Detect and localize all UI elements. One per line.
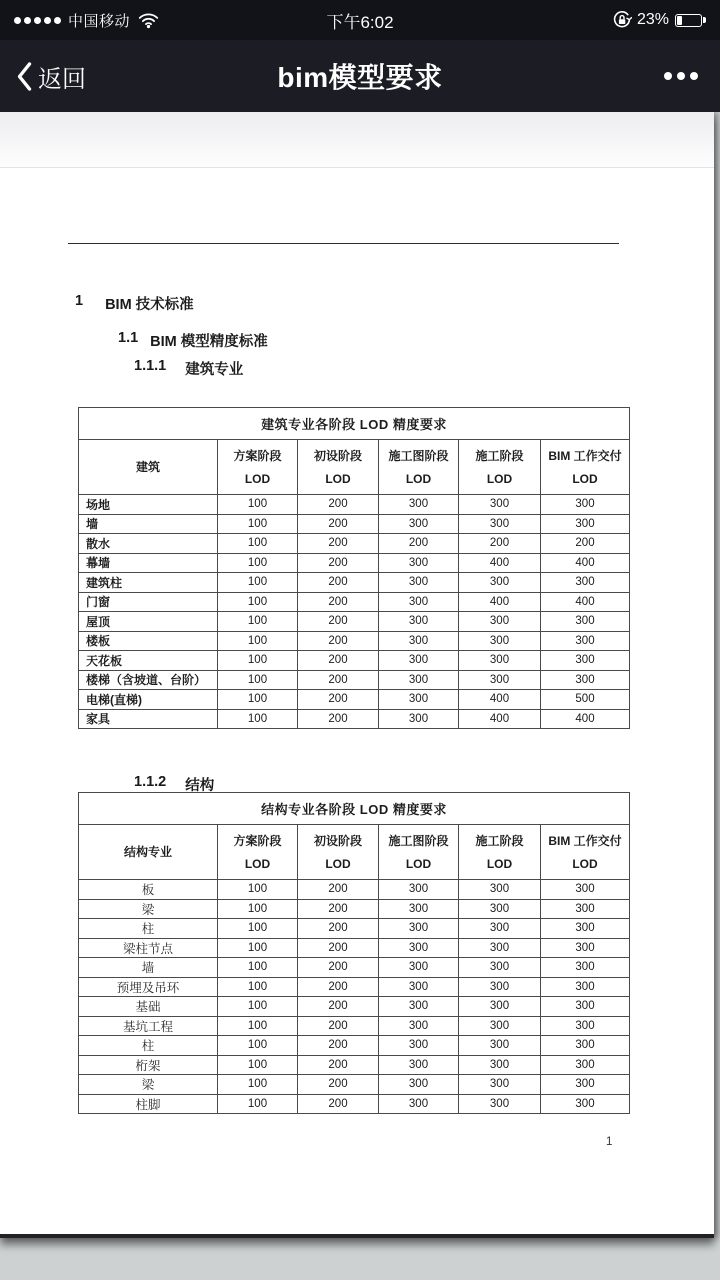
lod-value: 300 bbox=[541, 938, 630, 958]
row-label: 柱脚 bbox=[79, 1094, 218, 1114]
lod-value: 300 bbox=[379, 958, 459, 978]
lod-value: 300 bbox=[379, 573, 459, 593]
lod-value: 300 bbox=[541, 958, 630, 978]
lod-value: 300 bbox=[459, 1016, 541, 1036]
column-header: BIM 工作交付 LOD bbox=[541, 825, 630, 880]
lod-value: 200 bbox=[298, 938, 379, 958]
carrier-label: 中国移动 bbox=[68, 12, 131, 30]
lod-value: 100 bbox=[218, 1055, 298, 1075]
document-content bbox=[0, 168, 714, 1234]
lod-value: 300 bbox=[541, 651, 630, 671]
lod-value: 300 bbox=[459, 631, 541, 651]
horizontal-rule bbox=[68, 243, 619, 244]
lod-value: 100 bbox=[218, 1075, 298, 1095]
table-row bbox=[79, 670, 630, 690]
row-label: 墙 bbox=[79, 958, 218, 978]
lod-value: 300 bbox=[379, 997, 459, 1017]
lod-value: 400 bbox=[541, 592, 630, 612]
lod-value: 100 bbox=[218, 534, 298, 554]
heading-1: 1 BIM 技术标准 bbox=[75, 293, 194, 313]
table-row bbox=[79, 977, 630, 997]
lod-value: 300 bbox=[379, 690, 459, 710]
lod-value: 300 bbox=[541, 919, 630, 939]
lod-value: 300 bbox=[541, 1075, 630, 1095]
table-row bbox=[79, 1055, 630, 1075]
heading-1-1-1: 1.1.1 建筑专业 bbox=[134, 358, 244, 378]
column-header: 建筑 bbox=[79, 440, 218, 495]
lod-value: 200 bbox=[298, 1094, 379, 1114]
lod-value: 300 bbox=[379, 1075, 459, 1095]
more-menu-button[interactable] bbox=[664, 40, 698, 112]
column-header: 施工阶段 LOD bbox=[459, 825, 541, 880]
nav-bar bbox=[0, 40, 720, 112]
battery-icon bbox=[675, 14, 702, 27]
lod-value: 200 bbox=[298, 1075, 379, 1095]
lod-value: 200 bbox=[298, 1055, 379, 1075]
row-label: 建筑柱 bbox=[79, 573, 218, 593]
lod-value: 300 bbox=[541, 1016, 630, 1036]
lod-value: 400 bbox=[541, 553, 630, 573]
lod-table-architecture bbox=[78, 407, 630, 729]
table-title-row bbox=[79, 408, 630, 440]
lod-value: 100 bbox=[218, 670, 298, 690]
lod-value: 500 bbox=[541, 690, 630, 710]
lod-value: 400 bbox=[459, 709, 541, 729]
lod-value: 200 bbox=[298, 553, 379, 573]
lod-value: 200 bbox=[298, 1036, 379, 1056]
row-label: 场地 bbox=[79, 495, 218, 515]
row-label: 基坑工程 bbox=[79, 1016, 218, 1036]
lod-value: 300 bbox=[379, 495, 459, 515]
lod-value: 300 bbox=[541, 612, 630, 632]
lod-value: 200 bbox=[298, 977, 379, 997]
lod-value: 200 bbox=[379, 534, 459, 554]
row-label: 天花板 bbox=[79, 651, 218, 671]
lod-value: 300 bbox=[541, 899, 630, 919]
table-row bbox=[79, 495, 630, 515]
lod-value: 100 bbox=[218, 1016, 298, 1036]
lod-value: 100 bbox=[218, 612, 298, 632]
row-label: 家具 bbox=[79, 709, 218, 729]
lod-value: 300 bbox=[379, 553, 459, 573]
lod-value: 300 bbox=[459, 899, 541, 919]
lod-value: 200 bbox=[298, 880, 379, 900]
lod-value: 400 bbox=[541, 709, 630, 729]
row-label: 门窗 bbox=[79, 592, 218, 612]
page-number: 1 bbox=[606, 1136, 613, 1148]
lod-value: 300 bbox=[459, 958, 541, 978]
table-row bbox=[79, 690, 630, 710]
heading-1-1-2: 1.1.2 结构 bbox=[134, 774, 215, 794]
lod-value: 300 bbox=[459, 1036, 541, 1056]
lod-value: 300 bbox=[459, 1094, 541, 1114]
lod-value: 300 bbox=[541, 514, 630, 534]
column-header: 方案阶段 LOD bbox=[218, 440, 298, 495]
lod-value: 200 bbox=[298, 495, 379, 515]
lod-value: 300 bbox=[541, 1094, 630, 1114]
lod-value: 200 bbox=[541, 534, 630, 554]
heading-1-1: 1.1 BIM 模型精度标准 bbox=[118, 330, 268, 350]
lod-value: 300 bbox=[379, 1055, 459, 1075]
row-label: 屋顶 bbox=[79, 612, 218, 632]
row-label: 楼梯（含坡道、台阶） bbox=[79, 670, 218, 690]
row-label: 柱 bbox=[79, 919, 218, 939]
back-button-label: 返回 bbox=[38, 65, 86, 93]
column-header: 初设阶段 LOD bbox=[298, 440, 379, 495]
table-row bbox=[79, 709, 630, 729]
column-header: 施工图阶段 LOD bbox=[379, 825, 459, 880]
table-header-row bbox=[79, 825, 630, 880]
lod-value: 100 bbox=[218, 1094, 298, 1114]
lod-value: 200 bbox=[298, 919, 379, 939]
table-row bbox=[79, 534, 630, 554]
lod-value: 100 bbox=[218, 997, 298, 1017]
lod-value: 300 bbox=[459, 880, 541, 900]
lod-value: 300 bbox=[379, 938, 459, 958]
lod-value: 200 bbox=[298, 592, 379, 612]
lod-value: 300 bbox=[459, 514, 541, 534]
lod-value: 200 bbox=[298, 534, 379, 554]
lod-value: 300 bbox=[459, 1055, 541, 1075]
table-row bbox=[79, 1094, 630, 1114]
lod-value: 300 bbox=[541, 997, 630, 1017]
lod-value: 100 bbox=[218, 919, 298, 939]
lod-value: 300 bbox=[541, 670, 630, 690]
column-header: BIM 工作交付 LOD bbox=[541, 440, 630, 495]
lod-value: 300 bbox=[379, 1094, 459, 1114]
row-label: 板 bbox=[79, 880, 218, 900]
lod-value: 300 bbox=[459, 573, 541, 593]
lod-value: 300 bbox=[379, 592, 459, 612]
table-row bbox=[79, 958, 630, 978]
lod-value: 200 bbox=[459, 534, 541, 554]
lod-value: 100 bbox=[218, 631, 298, 651]
ellipsis-icon bbox=[664, 72, 672, 80]
lod-value: 200 bbox=[298, 651, 379, 671]
lod-value: 100 bbox=[218, 1036, 298, 1056]
lod-value: 100 bbox=[218, 553, 298, 573]
row-label: 桁架 bbox=[79, 1055, 218, 1075]
battery-percent-label: 23% bbox=[636, 11, 669, 28]
lod-value: 100 bbox=[218, 651, 298, 671]
table-row bbox=[79, 899, 630, 919]
lod-value: 200 bbox=[298, 1016, 379, 1036]
lod-value: 100 bbox=[218, 899, 298, 919]
lod-value: 300 bbox=[379, 977, 459, 997]
table-title: 结构专业各阶段 LOD 精度要求 bbox=[79, 793, 630, 825]
lod-value: 200 bbox=[298, 709, 379, 729]
lod-value: 300 bbox=[459, 919, 541, 939]
lod-value: 300 bbox=[379, 670, 459, 690]
lod-value: 400 bbox=[459, 690, 541, 710]
lod-value: 300 bbox=[379, 1036, 459, 1056]
lod-value: 300 bbox=[541, 977, 630, 997]
lod-value: 100 bbox=[218, 977, 298, 997]
lod-value: 300 bbox=[541, 631, 630, 651]
table-row bbox=[79, 997, 630, 1017]
rotation-lock-icon bbox=[612, 10, 632, 30]
lod-value: 300 bbox=[379, 899, 459, 919]
table-row bbox=[79, 514, 630, 534]
column-header: 结构专业 bbox=[79, 825, 218, 880]
lod-value: 100 bbox=[218, 690, 298, 710]
lod-value: 300 bbox=[541, 1055, 630, 1075]
lod-value: 300 bbox=[541, 495, 630, 515]
lod-value: 300 bbox=[541, 1036, 630, 1056]
table-row bbox=[79, 651, 630, 671]
lod-value: 300 bbox=[541, 573, 630, 593]
lod-value: 300 bbox=[379, 880, 459, 900]
table-title-row bbox=[79, 793, 630, 825]
table-header-row bbox=[79, 440, 630, 495]
lod-value: 300 bbox=[541, 880, 630, 900]
table-title: 建筑专业各阶段 LOD 精度要求 bbox=[79, 408, 630, 440]
table-row bbox=[79, 553, 630, 573]
lod-value: 200 bbox=[298, 899, 379, 919]
row-label: 预埋及吊环 bbox=[79, 977, 218, 997]
row-label: 墙 bbox=[79, 514, 218, 534]
status-bar bbox=[0, 0, 720, 40]
document-page bbox=[0, 112, 714, 1238]
lod-value: 100 bbox=[218, 709, 298, 729]
lod-value: 100 bbox=[218, 573, 298, 593]
lod-value: 100 bbox=[218, 880, 298, 900]
lod-value: 200 bbox=[298, 690, 379, 710]
table-row bbox=[79, 880, 630, 900]
row-label: 梁柱节点 bbox=[79, 938, 218, 958]
row-label: 梁 bbox=[79, 1075, 218, 1095]
lod-value: 400 bbox=[459, 553, 541, 573]
lod-value: 300 bbox=[459, 997, 541, 1017]
lod-value: 200 bbox=[298, 631, 379, 651]
table-row bbox=[79, 573, 630, 593]
lod-value: 300 bbox=[459, 651, 541, 671]
column-header: 初设阶段 LOD bbox=[298, 825, 379, 880]
table-row bbox=[79, 631, 630, 651]
lod-value: 200 bbox=[298, 573, 379, 593]
row-label: 梁 bbox=[79, 899, 218, 919]
row-label: 散水 bbox=[79, 534, 218, 554]
row-label: 基础 bbox=[79, 997, 218, 1017]
column-header: 施工阶段 LOD bbox=[459, 440, 541, 495]
lod-value: 300 bbox=[379, 709, 459, 729]
row-label: 电梯(直梯) bbox=[79, 690, 218, 710]
table-row bbox=[79, 1036, 630, 1056]
lod-value: 100 bbox=[218, 938, 298, 958]
lod-value: 100 bbox=[218, 495, 298, 515]
row-label: 幕墙 bbox=[79, 553, 218, 573]
clock: 下午6:02 bbox=[326, 12, 394, 32]
lod-value: 200 bbox=[298, 997, 379, 1017]
lod-value: 300 bbox=[459, 670, 541, 690]
row-label: 柱 bbox=[79, 1036, 218, 1056]
lod-value: 200 bbox=[298, 514, 379, 534]
viewer-top-band bbox=[0, 112, 714, 168]
lod-value: 300 bbox=[379, 631, 459, 651]
lod-value: 300 bbox=[379, 919, 459, 939]
lod-value: 100 bbox=[218, 592, 298, 612]
lod-value: 300 bbox=[459, 977, 541, 997]
lod-value: 300 bbox=[459, 612, 541, 632]
lod-value: 300 bbox=[379, 651, 459, 671]
table-row bbox=[79, 612, 630, 632]
table-row bbox=[79, 1075, 630, 1095]
lod-value: 300 bbox=[459, 938, 541, 958]
lod-value: 200 bbox=[298, 612, 379, 632]
lod-value: 300 bbox=[379, 612, 459, 632]
table-row bbox=[79, 919, 630, 939]
page-title: bim模型要求 bbox=[277, 62, 443, 93]
lod-value: 400 bbox=[459, 592, 541, 612]
lod-value: 100 bbox=[218, 514, 298, 534]
lod-value: 300 bbox=[459, 495, 541, 515]
table-row bbox=[79, 592, 630, 612]
lod-value: 200 bbox=[298, 670, 379, 690]
lod-value: 300 bbox=[379, 514, 459, 534]
column-header: 方案阶段 LOD bbox=[218, 825, 298, 880]
table-row bbox=[79, 938, 630, 958]
lod-value: 200 bbox=[298, 958, 379, 978]
lod-value: 100 bbox=[218, 958, 298, 978]
document-scroll-area[interactable] bbox=[0, 112, 720, 1280]
lod-value: 300 bbox=[459, 1075, 541, 1095]
lod-table-structure bbox=[78, 792, 630, 1114]
column-header: 施工图阶段 LOD bbox=[379, 440, 459, 495]
lod-value: 300 bbox=[379, 1016, 459, 1036]
table-row bbox=[79, 1016, 630, 1036]
row-label: 楼板 bbox=[79, 631, 218, 651]
